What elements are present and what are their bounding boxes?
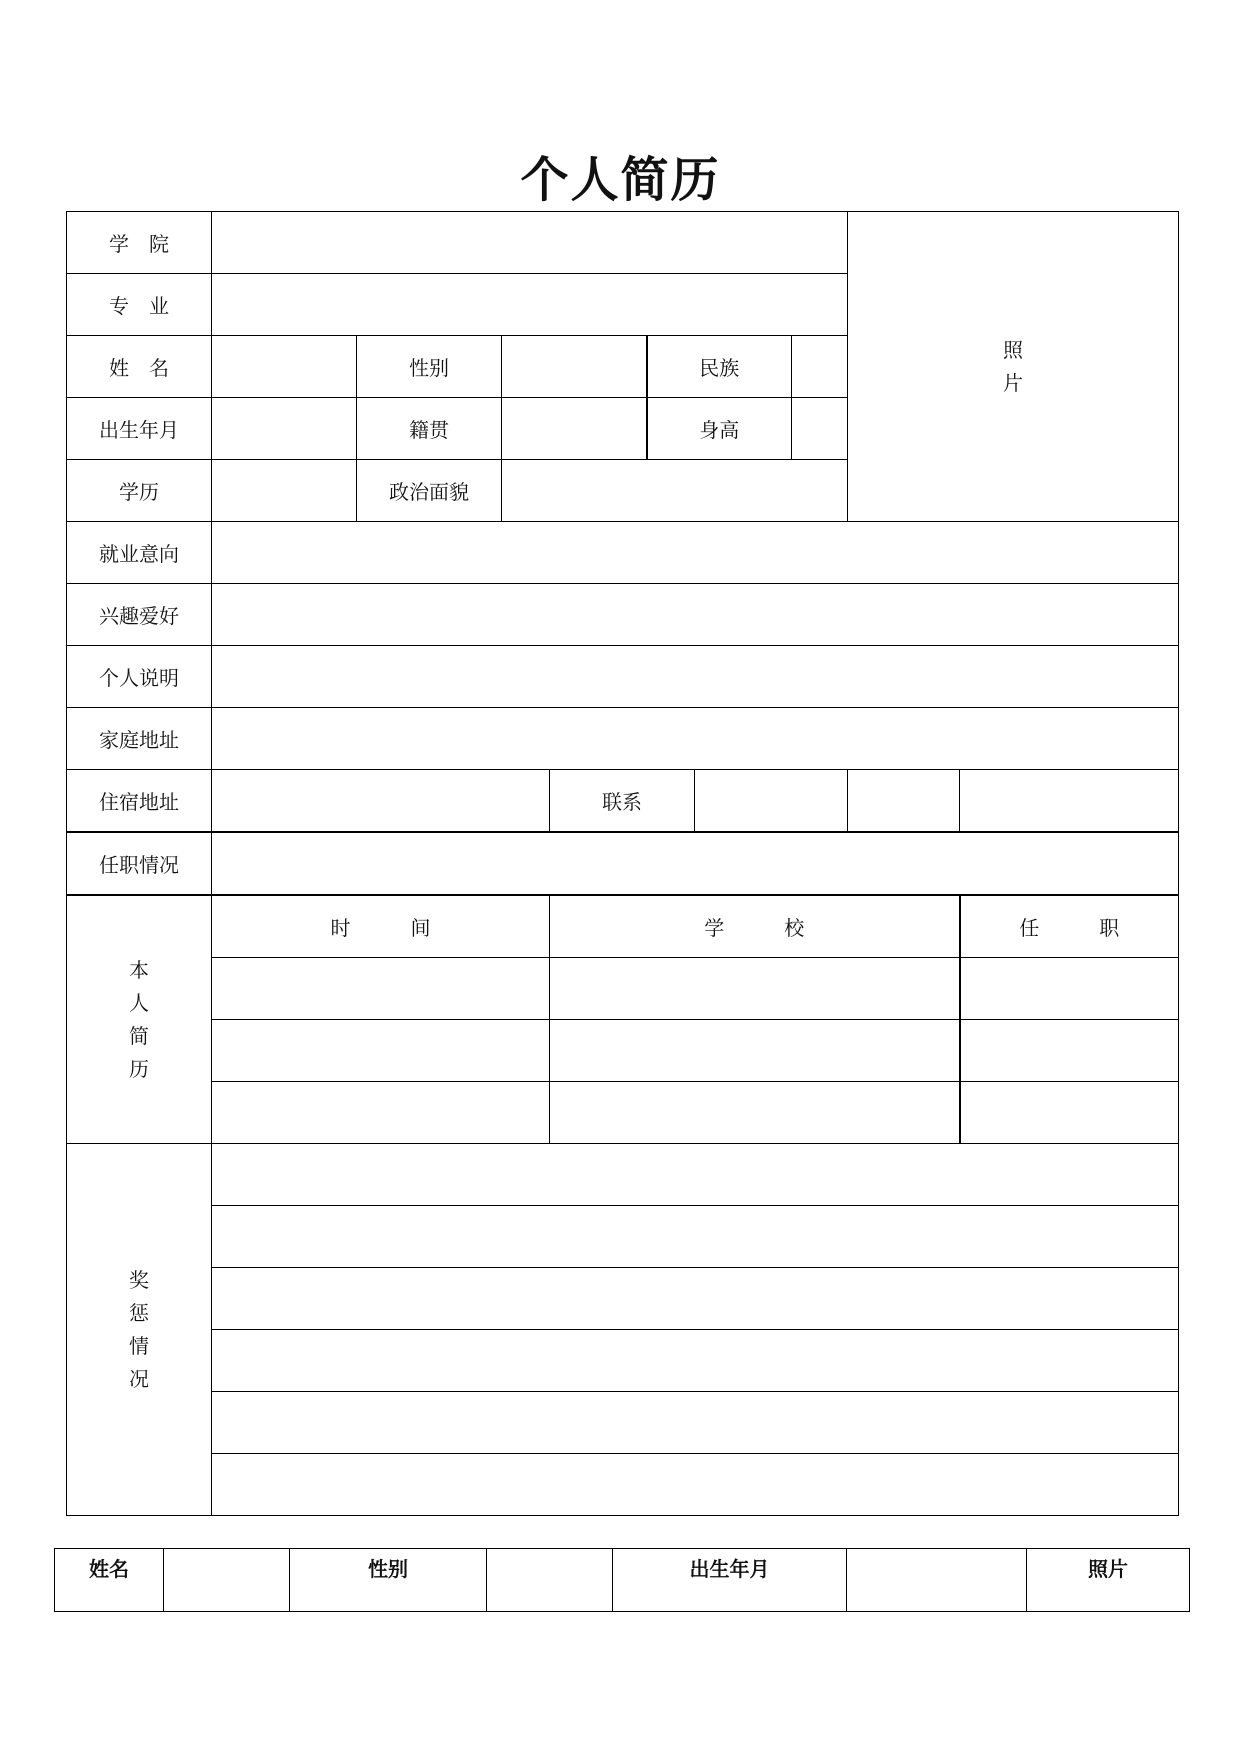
resume-position-field[interactable] xyxy=(960,1082,1179,1144)
resume-position-field[interactable] xyxy=(960,1020,1179,1082)
ethnicity-label: 民族 xyxy=(647,336,792,398)
political-status-field[interactable] xyxy=(502,460,848,522)
major-field[interactable] xyxy=(212,274,848,336)
page-title: 个人简历 xyxy=(520,152,721,208)
summary-name-field[interactable] xyxy=(164,1549,290,1612)
awards-field[interactable] xyxy=(212,1392,1179,1454)
political-status-label: 政治面貌 xyxy=(357,460,502,522)
home-address-field[interactable] xyxy=(212,708,1179,770)
summary-photo-label: 照片 xyxy=(1027,1549,1190,1612)
native-place-label: 籍贯 xyxy=(357,398,502,460)
awards-label: 奖 惩 情 况 xyxy=(67,1144,212,1516)
major-label: 专 业 xyxy=(67,274,212,336)
resume-label: 本 人 简 历 xyxy=(67,895,212,1144)
summary-gender-field[interactable] xyxy=(487,1549,613,1612)
home-address-label: 家庭地址 xyxy=(67,708,212,770)
resume-time-field[interactable] xyxy=(212,1082,550,1144)
summary-gender-label: 性别 xyxy=(290,1549,487,1612)
contact-field-2[interactable] xyxy=(848,770,960,833)
awards-field[interactable] xyxy=(212,1454,1179,1516)
resume-position-field[interactable] xyxy=(960,958,1179,1020)
hobbies-field[interactable] xyxy=(212,584,1179,646)
awards-field[interactable] xyxy=(212,1268,1179,1330)
resume-time-field[interactable] xyxy=(212,1020,550,1082)
contact-label: 联系 xyxy=(550,770,695,833)
resume-school-field[interactable] xyxy=(550,1082,960,1144)
personal-statement-label: 个人说明 xyxy=(67,646,212,708)
hobbies-label: 兴趣爱好 xyxy=(67,584,212,646)
resume-school-field[interactable] xyxy=(550,958,960,1020)
summary-birth-label: 出生年月 xyxy=(613,1549,847,1612)
birth-label: 出生年月 xyxy=(67,398,212,460)
summary-name-label: 姓名 xyxy=(55,1549,164,1612)
personal-statement-field[interactable] xyxy=(212,646,1179,708)
ethnicity-field[interactable] xyxy=(792,336,848,398)
summary-birth-field[interactable] xyxy=(847,1549,1027,1612)
photo-box[interactable]: 照 片 xyxy=(848,212,1179,522)
name-field[interactable] xyxy=(212,336,357,398)
summary-table xyxy=(54,1548,1190,1612)
resume-school-field[interactable] xyxy=(550,1020,960,1082)
dorm-address-field[interactable] xyxy=(212,770,550,833)
college-label: 学 院 xyxy=(67,212,212,274)
college-field[interactable] xyxy=(212,212,848,274)
gender-field[interactable] xyxy=(502,336,647,398)
resume-form-table xyxy=(66,211,1179,1516)
awards-field[interactable] xyxy=(212,1330,1179,1392)
resume-header-school: 学 校 xyxy=(550,895,960,958)
resume-header-time: 时 间 xyxy=(212,895,550,958)
awards-field[interactable] xyxy=(212,1206,1179,1268)
contact-field-1[interactable] xyxy=(695,770,848,833)
job-intention-label: 就业意向 xyxy=(67,522,212,584)
gender-label: 性别 xyxy=(357,336,502,398)
birth-field[interactable] xyxy=(212,398,357,460)
native-place-field[interactable] xyxy=(502,398,647,460)
positions-held-label: 任职情况 xyxy=(67,832,212,895)
height-label: 身高 xyxy=(647,398,792,460)
awards-field[interactable] xyxy=(212,1144,1179,1206)
resume-header-position: 任 职 xyxy=(960,895,1179,958)
contact-field-3[interactable] xyxy=(960,770,1179,833)
dorm-address-label: 住宿地址 xyxy=(67,770,212,833)
job-intention-field[interactable] xyxy=(212,522,1179,584)
education-field[interactable] xyxy=(212,460,357,522)
resume-time-field[interactable] xyxy=(212,958,550,1020)
name-label: 姓 名 xyxy=(67,336,212,398)
education-label: 学历 xyxy=(67,460,212,522)
positions-held-field[interactable] xyxy=(212,832,1179,895)
height-field[interactable] xyxy=(792,398,848,460)
